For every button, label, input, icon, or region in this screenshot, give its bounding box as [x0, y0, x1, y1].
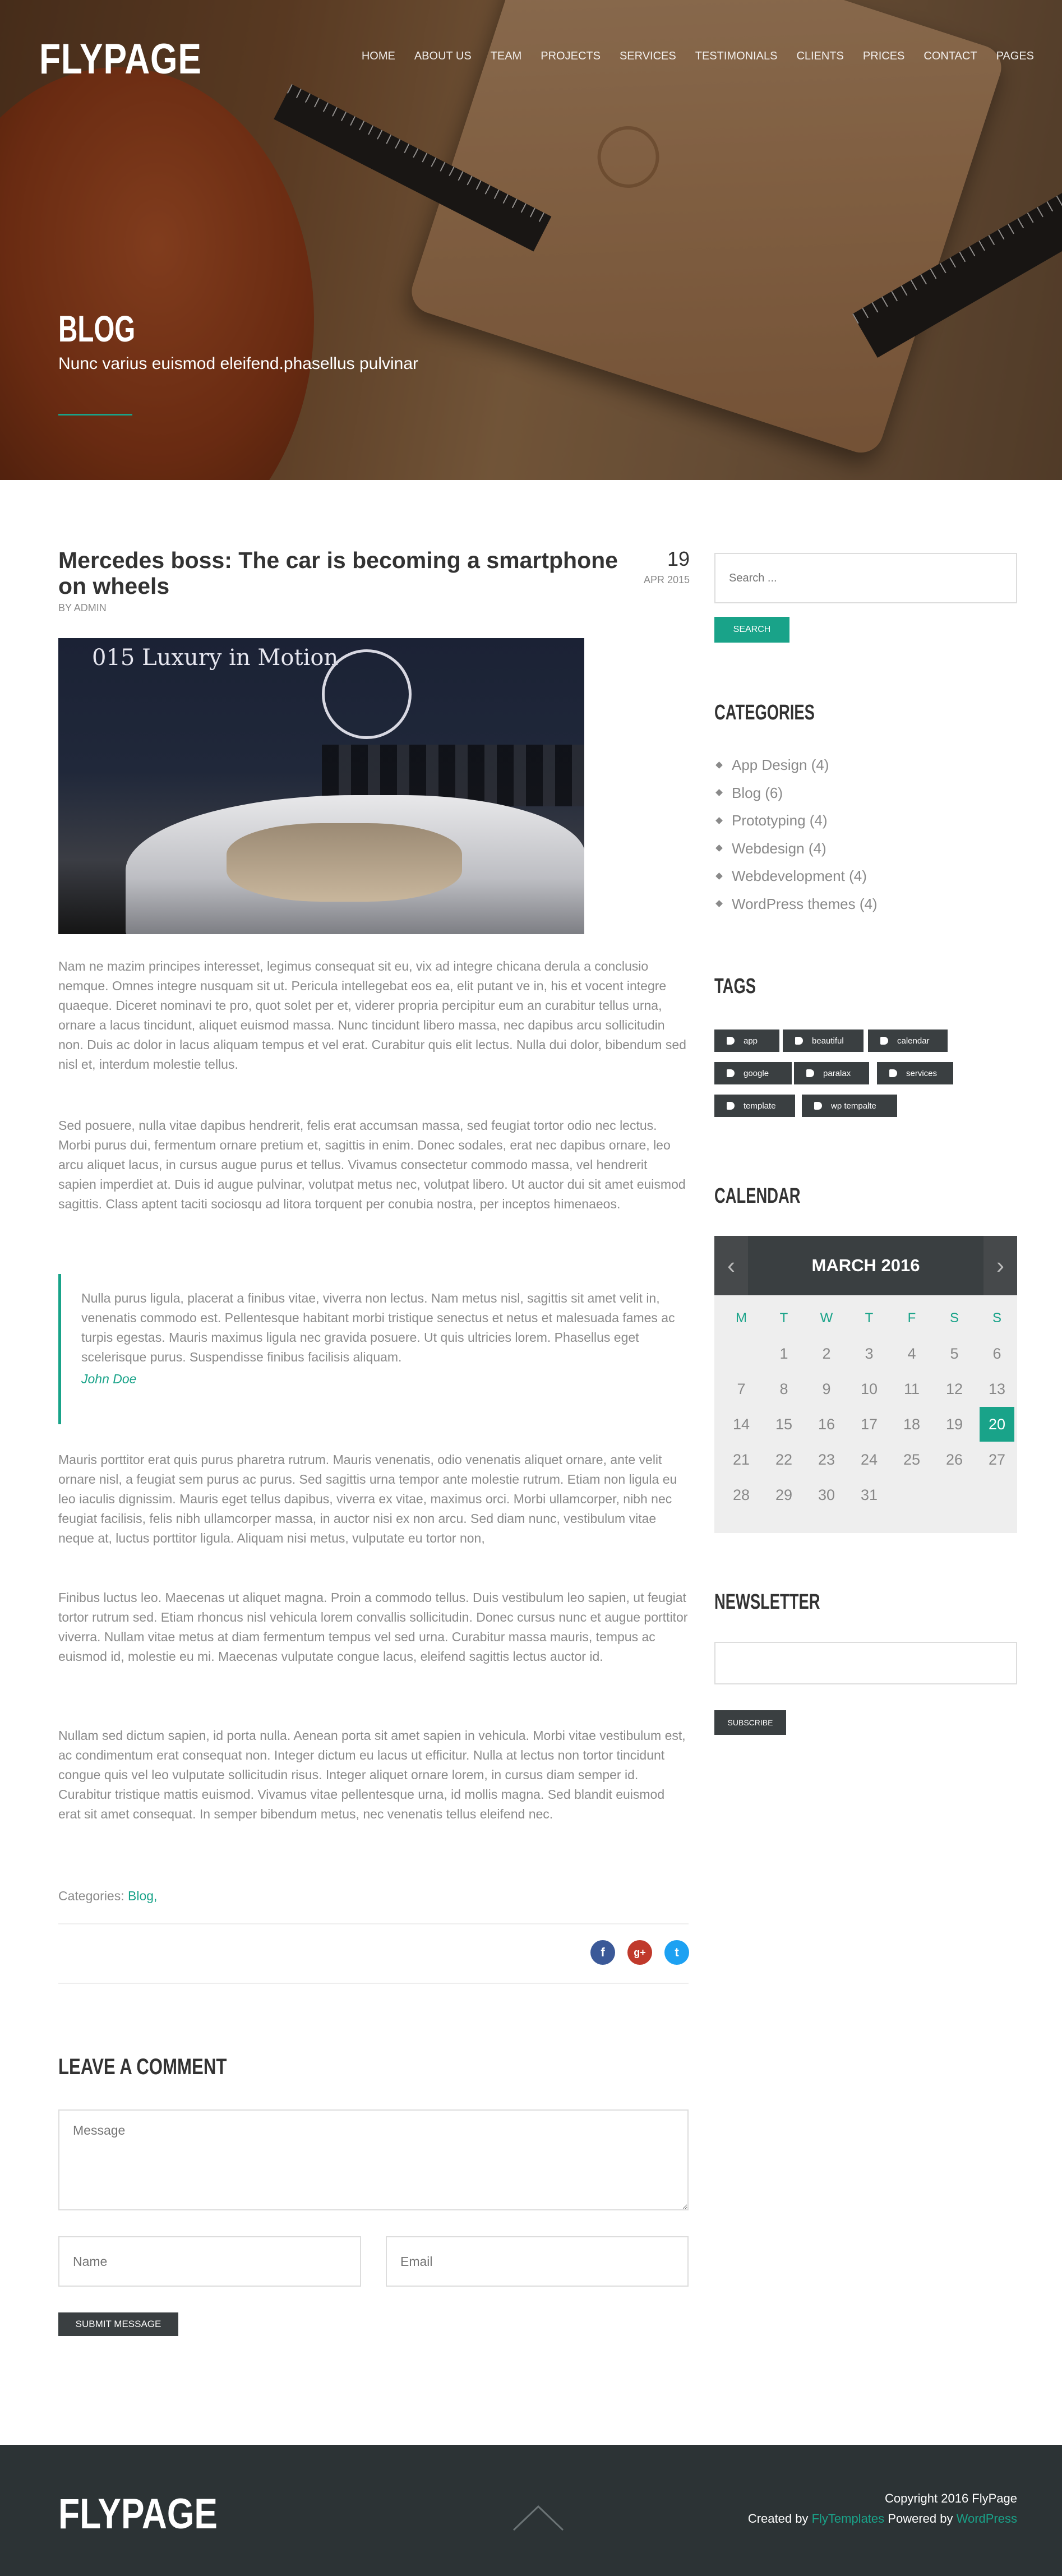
wordpress-link[interactable]: WordPress — [956, 2512, 1017, 2526]
post-paragraph-5: Nullam sed dictum sapien, id porta nulla. Aenean porta sit amet sapien in vehicula. Morbi vitae vestibulum est, ac condimentum erat consequat non. Integer dictum eu lacus ut efficitur. Nulla at lectus non tortor tincidunt congue quis vel leo vulputate sollicitudin risus. Integer aliquet ornare lorem, in cursus diam semper id. Curabitur tristique mattis euismod. Vivamus vitae pellentesque urna, id mollis magna. Sed blandit euismod erat sit amet consequat. In semper bibendum metus, nec venenatis tellus eleifend nec. — [58, 1728, 686, 1821]
chevron-right-icon[interactable]: › — [983, 1236, 1017, 1295]
search-button[interactable]: SEARCH — [714, 617, 789, 643]
category-label[interactable]: Webdesign (4) — [732, 839, 826, 857]
category-label[interactable]: Prototyping (4) — [732, 812, 828, 829]
calendar-day[interactable]: 3 — [865, 1345, 874, 1362]
image-interior-shape — [227, 823, 462, 902]
calendar-day[interactable]: 25 — [903, 1451, 921, 1468]
categories-list — [714, 751, 878, 918]
calendar-day[interactable]: 24 — [860, 1451, 878, 1468]
calendar-day[interactable]: 19 — [945, 1415, 963, 1433]
nav-clients[interactable]: CLIENTS — [796, 50, 844, 62]
calendar-day[interactable]: 22 — [775, 1451, 793, 1468]
scroll-top-icon[interactable] — [512, 2504, 564, 2532]
calendar-day[interactable]: 18 — [903, 1415, 921, 1433]
calendar-day[interactable]: 31 — [860, 1486, 878, 1503]
tag-label: services — [906, 1068, 938, 1078]
tag-icon — [814, 1102, 822, 1110]
nav-testimonials[interactable]: TESTIMONIALS — [695, 50, 778, 62]
tag-app[interactable] — [714, 1030, 779, 1052]
email-field[interactable] — [386, 2236, 689, 2287]
post-title[interactable]: Mercedes boss: The car is becoming a smartphone on wheels — [58, 547, 618, 599]
calendar-day[interactable]: 2 — [822, 1345, 831, 1362]
tag-label: wp tempalte — [831, 1101, 876, 1111]
bullet-icon — [715, 789, 723, 796]
page-title: BLOG — [58, 308, 136, 349]
tag-label: calendar — [897, 1036, 930, 1046]
category-item[interactable] — [714, 779, 878, 807]
tag-icon — [727, 1069, 735, 1077]
category-link-blog[interactable]: Blog, — [128, 1889, 158, 1903]
post-image — [58, 638, 584, 934]
chevron-left-icon[interactable]: ‹ — [714, 1236, 748, 1295]
tag-label: app — [744, 1036, 758, 1046]
calendar-day[interactable]: 29 — [775, 1486, 793, 1503]
calendar-header — [714, 1236, 1017, 1295]
tag-icon — [889, 1069, 897, 1077]
divider-2 — [58, 1983, 689, 1984]
page-subtitle: Nunc varius euismod eleifend.phasellus pulvinar — [58, 354, 419, 373]
powered-by-label: Powered by — [888, 2512, 953, 2526]
calendar-day[interactable]: 6 — [992, 1345, 1001, 1362]
bullet-icon — [715, 817, 723, 824]
hero-section — [0, 0, 1062, 480]
bullet-icon — [715, 844, 723, 852]
category-label[interactable]: WordPress themes (4) — [732, 895, 878, 912]
post-paragraph-3: Mauris porttitor erat quis purus pharetra rutrum. Mauris venenatis, odio venenatis aliquet ornare, ante velit ornare nisl, a feugiat sem purus ac purus. Sed sagittis urna tempor ante molestie rutrum. Etiam non ligula eu leo iaculis dignissim. Mauris eget tellus dapibus, viverra ex vitae, maximus orci. Morbi ullamcorper, nibh nec feugiat facilisis, felis nibh ullamcorper massa, in auctor nisi ex non arcu. Sed diam nunc, vestibulum vitae neque at, luctus porttitor ligula. Aliquam nisi metus, vulputate eu tortor non, — [58, 1452, 677, 1545]
bullet-icon — [715, 872, 723, 880]
category-label[interactable]: App Design (4) — [732, 756, 829, 773]
facebook-share-icon[interactable]: f — [590, 1940, 615, 1965]
nav-projects[interactable]: PROJECTS — [541, 50, 601, 62]
nav-home[interactable]: HOME — [361, 50, 395, 62]
calendar-weekday: S — [992, 1310, 1001, 1326]
calendar-weekday: T — [865, 1310, 874, 1326]
calendar-title: CALENDAR — [714, 1184, 801, 1208]
bullet-icon — [715, 900, 723, 907]
post-date-day: 19 — [667, 547, 690, 570]
category-item[interactable] — [714, 862, 878, 890]
site-logo[interactable]: FLYPAGE — [39, 35, 202, 83]
image-logo-shape — [322, 649, 412, 739]
category-item[interactable] — [714, 807, 878, 835]
bullet-icon — [715, 761, 723, 769]
calendar-weekday: S — [949, 1310, 959, 1326]
google-plus-share-icon[interactable]: g+ — [627, 1940, 652, 1965]
category-item[interactable] — [714, 751, 878, 779]
calendar-day[interactable]: 9 — [822, 1380, 831, 1397]
quote-author: John Doe — [81, 1372, 137, 1386]
categories-title: CATEGORIES — [714, 701, 815, 724]
nav-pages[interactable]: PAGES — [996, 50, 1034, 62]
tag-wp-tempalte[interactable] — [802, 1095, 897, 1117]
tag-icon — [795, 1037, 803, 1045]
tag-icon — [727, 1037, 735, 1045]
submit-message-button[interactable]: SUBMIT MESSAGE — [58, 2312, 178, 2336]
tag-label: template — [744, 1101, 776, 1111]
calendar-weekday: M — [736, 1310, 747, 1326]
tag-icon — [806, 1069, 814, 1077]
title-underline — [58, 414, 132, 416]
calendar-day[interactable]: 17 — [860, 1415, 878, 1433]
calendar-day[interactable]: 13 — [988, 1380, 1006, 1397]
comment-form-title: LEAVE A COMMENT — [58, 2055, 227, 2079]
nav-contact[interactable]: CONTACT — [924, 50, 977, 62]
post-blockquote — [58, 1274, 689, 1424]
calendar-day[interactable]: 8 — [779, 1380, 788, 1397]
quote-text: Nulla purus ligula, placerat a finibus vitae, viverra non lectus. Nam metus nisl, sagittis sit amet velit in, venenatis commodo est. Pellentesque habitant morbi tristique senectus et netus et malesuada fames ac turpis egestas. Mauris maximus ligula nec gravida posuere. Ut quis ultricies lorem. Phasellus eget scelerisque purus. Suspendisse finibus facilisis aliquam. — [81, 1291, 675, 1364]
calendar-day[interactable]: 4 — [907, 1345, 916, 1362]
tag-services[interactable] — [877, 1062, 953, 1084]
calendar-weekday: W — [820, 1310, 833, 1326]
category-label[interactable]: Webdevelopment (4) — [732, 867, 867, 884]
tag-calendar[interactable] — [868, 1030, 948, 1052]
calendar-day[interactable]: 21 — [732, 1451, 750, 1468]
footer-logo[interactable]: FLYPAGE — [58, 2490, 218, 2538]
post-paragraph-4: Finibus luctus leo. Maecenas ut aliquet magna. Proin a commodo tellus. Duis vestibulum leo sapien, ut feugiat tortor rutrum sed. Etiam rhoncus nisl vehicula lorem convallis sollicitudin. Donec cursus nunc et augue porttitor viverra. Nullam vitae metus at diam fermentum tempus vel sed urna. Curabitur massa mauris, tempus ac euismod id, molestie eu mi. Maecenas vulputate congue lacus, eleifend sagittis lectus auctor id. — [58, 1590, 688, 1664]
category-item[interactable] — [714, 890, 878, 918]
flytemplates-link[interactable]: FlyTemplates — [811, 2512, 885, 2526]
divider — [58, 1923, 689, 1924]
image-banner-text: 015 Luxury in Motion — [92, 645, 339, 671]
post-categories — [58, 1889, 157, 1904]
calendar-day[interactable]: 26 — [945, 1451, 963, 1468]
categories-label: Categories: — [58, 1889, 124, 1903]
calendar-day[interactable]: 14 — [732, 1415, 750, 1433]
nav-services[interactable]: SERVICES — [619, 50, 676, 62]
calendar-day-today[interactable]: 20 — [980, 1407, 1014, 1442]
calendar-day[interactable]: 7 — [737, 1380, 746, 1397]
calendar-day[interactable]: 27 — [988, 1451, 1006, 1468]
copyright-text: Copyright 2016 FlyPage — [884, 2491, 1017, 2505]
calendar-month: MARCH 2016 — [811, 1255, 920, 1275]
search-input[interactable] — [714, 553, 1017, 603]
footer-credits — [748, 2509, 1017, 2529]
calendar-day[interactable]: 1 — [779, 1345, 788, 1362]
calendar-day[interactable]: 16 — [818, 1415, 835, 1433]
calendar-day[interactable]: 30 — [818, 1486, 835, 1503]
calendar-widget — [714, 1236, 1017, 1533]
message-textarea[interactable] — [58, 2109, 689, 2210]
tag-template[interactable] — [714, 1095, 795, 1117]
nav-prices[interactable]: PRICES — [862, 50, 905, 62]
created-by-label: Created by — [747, 2512, 809, 2526]
calendar-day[interactable]: 23 — [818, 1451, 835, 1468]
calendar-weekday: F — [907, 1310, 916, 1326]
post-paragraph-2: Sed posuere, nulla vitae dapibus hendrerit, felis erat accumsan massa, sed feugiat tortor odio nec lectus. Morbi purus dui, fermentum ornare pretium et, sagittis in enim. Donec sodales, erat nec dapibus ornare, leo arcu aliquet lacus, in cursus augue purus et tellus. Vivamus consectetur commodo massa, vel hendrerit sapien imperdiet at. Duis id augue pulvinar, volutpat metus nec, volutpat libero. Ut auctor dui sit amet euismod sagittis. Class aptent taciti sociosqu ad litora torquent per conubia nostra, per inceptos himenaeos. — [58, 1118, 686, 1211]
tag-label: beautiful — [812, 1036, 844, 1046]
calendar-day[interactable]: 12 — [945, 1380, 963, 1397]
calendar-day[interactable]: 5 — [950, 1345, 959, 1362]
nav-team[interactable]: TEAM — [490, 50, 522, 62]
category-label[interactable]: Blog (6) — [732, 784, 783, 801]
twitter-share-icon[interactable]: t — [664, 1940, 689, 1965]
calendar-weekday: T — [779, 1310, 788, 1326]
newsletter-email-input[interactable] — [714, 1642, 1017, 1684]
footer-copyright — [748, 2489, 1017, 2529]
calendar-day[interactable]: 10 — [860, 1380, 878, 1397]
tag-icon — [727, 1102, 735, 1110]
nav-about-us[interactable]: ABOUT US — [414, 50, 472, 62]
calendar-day[interactable]: 28 — [732, 1486, 750, 1503]
site-footer — [0, 2445, 1062, 2576]
tag-beautiful[interactable] — [783, 1030, 864, 1052]
main-nav — [362, 50, 1034, 63]
name-field[interactable] — [58, 2236, 361, 2287]
subscribe-button[interactable]: SUBSCRIBE — [714, 1710, 786, 1735]
tag-paralax[interactable] — [794, 1062, 869, 1084]
calendar-day[interactable]: 15 — [775, 1415, 793, 1433]
tags-title: TAGS — [714, 975, 756, 998]
tag-icon — [880, 1037, 888, 1045]
category-item[interactable] — [714, 835, 878, 863]
tag-label: paralax — [823, 1068, 851, 1078]
newsletter-title: NEWSLETTER — [714, 1590, 820, 1614]
tag-google[interactable] — [714, 1062, 792, 1084]
tag-label: google — [744, 1068, 769, 1078]
post-paragraph-1: Nam ne mazim principes interesset, legimus consequat sit eu, vix ad integre chicana derula a conclusio nemque. Omnes integre nusquam sit ut. Pericula intellegebat eos ea, elit putant ve in, his et vocent integre quaeque. Diceret nominavi te pro, quot solet per et, viderer propria percipitur eum an curabitur tellus urna, ornare a lacus tincidunt, aliquet euismod massa. Nunc tincidunt libero massa, nec dapibus arcu sollicitudin non. Duis ac dolor in lacus aliquam tempus et vel erat. Curabitur quis elit lectus. Nulla dui dolor, bibendum sed nisl et, interdum molestie tellus. — [58, 959, 686, 1072]
calendar-day[interactable]: 11 — [903, 1380, 920, 1397]
post-date-month: APR 2015 — [643, 574, 690, 585]
post-author: BY ADMIN — [58, 602, 107, 613]
